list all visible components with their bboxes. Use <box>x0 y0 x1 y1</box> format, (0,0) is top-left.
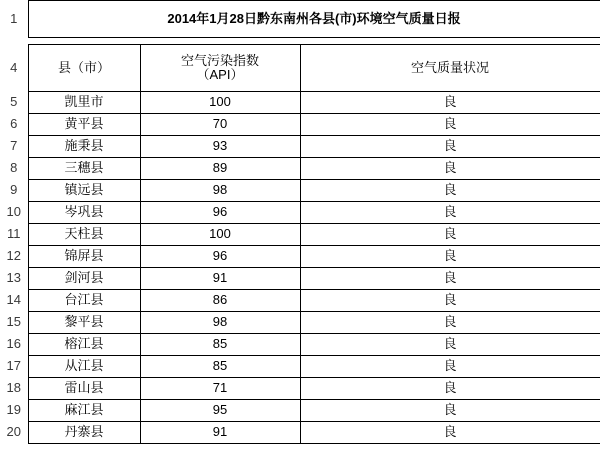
cell-county: 三穗县 <box>28 158 140 180</box>
spacer-cell-3 <box>300 38 600 45</box>
cell-county: 凯里市 <box>28 92 140 114</box>
row-number-header: 4 <box>0 45 28 92</box>
table-row <box>0 378 600 400</box>
table-row <box>0 224 600 246</box>
cell-county: 榕江县 <box>28 334 140 356</box>
cell-county: 天柱县 <box>28 224 140 246</box>
table-row <box>0 180 600 202</box>
column-header-api-line1: 空气污染指数 <box>180 52 259 68</box>
table-row <box>0 356 600 378</box>
table-row <box>0 114 600 136</box>
cell-county: 剑河县 <box>28 268 140 290</box>
column-header-api-line2: （API） <box>196 67 244 82</box>
cell-status: 良 <box>300 136 600 158</box>
table-row <box>0 246 600 268</box>
row-number: 16 <box>0 334 28 356</box>
cell-status: 良 <box>300 268 600 290</box>
cell-county: 锦屏县 <box>28 246 140 268</box>
cell-status: 良 <box>300 246 600 268</box>
cell-county: 镇远县 <box>28 180 140 202</box>
row-number-title: 1 <box>0 1 28 38</box>
row-number: 8 <box>0 158 28 180</box>
cell-status: 良 <box>300 158 600 180</box>
cell-status: 良 <box>300 422 600 444</box>
cell-status: 良 <box>300 92 600 114</box>
row-number: 18 <box>0 378 28 400</box>
cell-status: 良 <box>300 224 600 246</box>
table-row <box>0 290 600 312</box>
cell-api: 100 <box>140 224 300 246</box>
cell-county: 从江县 <box>28 356 140 378</box>
cell-status: 良 <box>300 400 600 422</box>
cell-api: 85 <box>140 334 300 356</box>
spacer-cell-1 <box>28 38 140 45</box>
table-row <box>0 202 600 224</box>
cell-county: 麻江县 <box>28 400 140 422</box>
row-number: 19 <box>0 400 28 422</box>
table-row <box>0 268 600 290</box>
row-number: 12 <box>0 246 28 268</box>
cell-status: 良 <box>300 202 600 224</box>
row-number: 11 <box>0 224 28 246</box>
cell-api: 98 <box>140 312 300 334</box>
cell-county: 雷山县 <box>28 378 140 400</box>
spacer-row <box>0 38 600 45</box>
row-number: 13 <box>0 268 28 290</box>
cell-status: 良 <box>300 312 600 334</box>
document-title: 2014年1月28日黔东南州各县(市)环境空气质量日报 <box>28 1 600 38</box>
title-row <box>0 1 600 38</box>
row-number: 14 <box>0 290 28 312</box>
cell-county: 黄平县 <box>28 114 140 136</box>
cell-county: 台江县 <box>28 290 140 312</box>
row-number: 10 <box>0 202 28 224</box>
header-row <box>0 45 600 92</box>
table-row <box>0 92 600 114</box>
cell-api: 70 <box>140 114 300 136</box>
cell-api: 91 <box>140 268 300 290</box>
column-header-status: 空气质量状况 <box>300 45 600 92</box>
cell-api: 95 <box>140 400 300 422</box>
cell-api: 85 <box>140 356 300 378</box>
cell-api: 91 <box>140 422 300 444</box>
cell-api: 71 <box>140 378 300 400</box>
row-number: 9 <box>0 180 28 202</box>
row-number: 6 <box>0 114 28 136</box>
cell-county: 岑巩县 <box>28 202 140 224</box>
cell-api: 98 <box>140 180 300 202</box>
cell-county: 丹寨县 <box>28 422 140 444</box>
table-row <box>0 334 600 356</box>
cell-api: 86 <box>140 290 300 312</box>
table-row <box>0 400 600 422</box>
row-number: 5 <box>0 92 28 114</box>
cell-api: 100 <box>140 92 300 114</box>
cell-county: 黎平县 <box>28 312 140 334</box>
row-number: 15 <box>0 312 28 334</box>
row-number: 20 <box>0 422 28 444</box>
cell-status: 良 <box>300 356 600 378</box>
cell-api: 89 <box>140 158 300 180</box>
cell-status: 良 <box>300 334 600 356</box>
cell-api: 93 <box>140 136 300 158</box>
cell-api: 96 <box>140 246 300 268</box>
cell-status: 良 <box>300 114 600 136</box>
cell-status: 良 <box>300 290 600 312</box>
table-row <box>0 312 600 334</box>
spacer-cell-2 <box>140 38 300 45</box>
table-row <box>0 136 600 158</box>
cell-status: 良 <box>300 180 600 202</box>
row-number: 7 <box>0 136 28 158</box>
table-row <box>0 422 600 444</box>
column-header-api <box>140 45 300 92</box>
spacer-gutter <box>0 38 28 45</box>
cell-status: 良 <box>300 378 600 400</box>
cell-county: 施秉县 <box>28 136 140 158</box>
cell-api: 96 <box>140 202 300 224</box>
row-number: 17 <box>0 356 28 378</box>
table-row <box>0 158 600 180</box>
column-header-county: 县（市） <box>28 45 140 92</box>
